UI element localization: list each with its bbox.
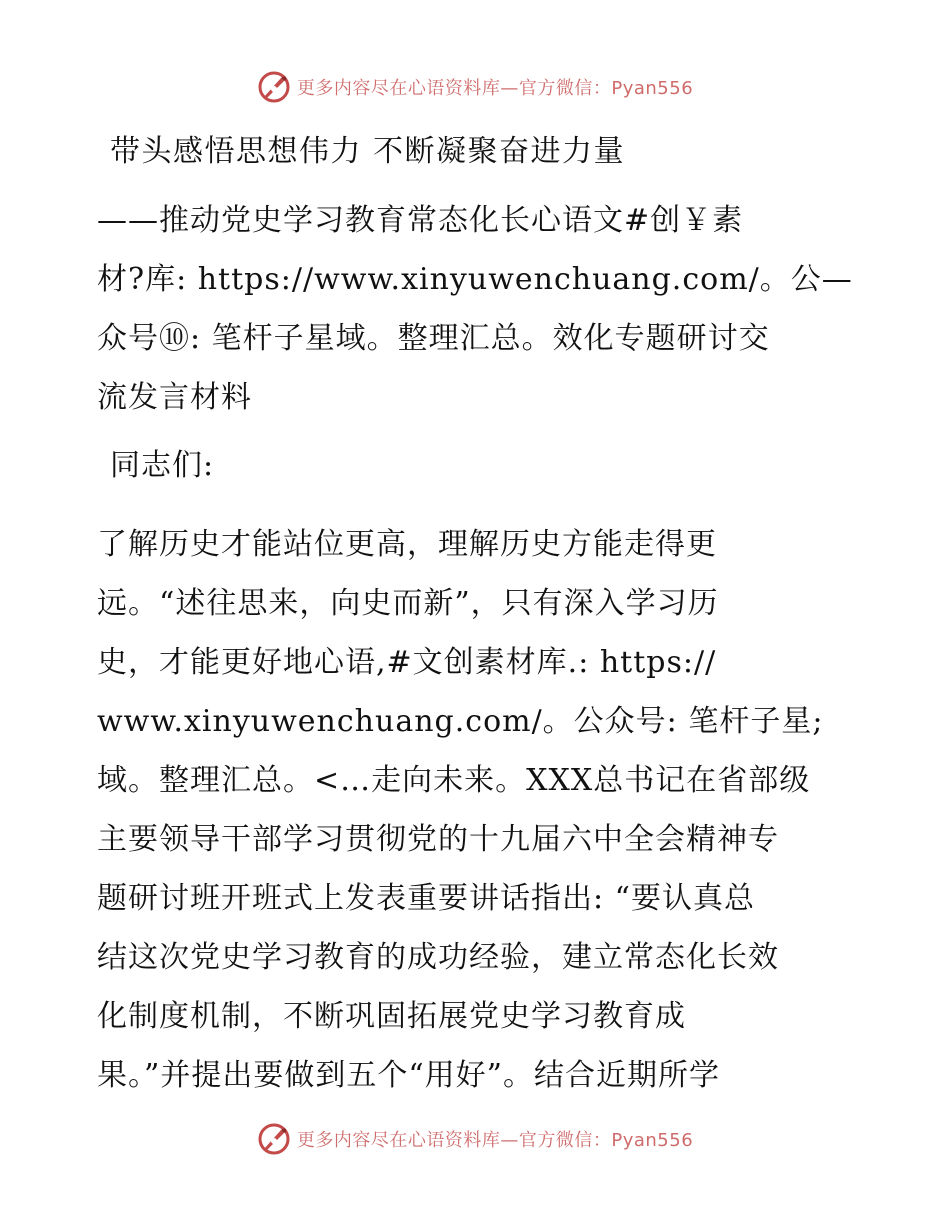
paragraph-line: 化制度机制，不断巩固拓展党史学习教育成 [97, 999, 686, 1034]
header-banner [0, 70, 950, 104]
subtitle-line: 流发言材料 [97, 380, 252, 415]
paragraph-line: www.xinyuwenchuang.com/。公众号: 笔杆子星; [97, 704, 824, 739]
footer-banner-content [257, 1122, 693, 1156]
header-banner-text: 更多内容尽在心语资料库—官方微信：Pyan556 [296, 78, 694, 99]
subtitle-line: 众号⑩: 笔杆子星域。整理汇总。效化专题研讨交 [97, 321, 770, 356]
paragraph-line: 史，才能更好地心语,#文创素材库.: https:// [97, 645, 717, 680]
subtitle-line: ——推动党史学习教育常态化长心语文#创￥素 [97, 203, 744, 238]
paragraph-line: 果。”并提出要做到五个“用好”。结合近期所学 [97, 1058, 721, 1093]
header-banner-content [257, 70, 693, 104]
paragraph-line: 题研讨班开班式上发表重要讲话指出: “要认真总 [97, 881, 755, 916]
footer-banner [0, 1122, 950, 1156]
paragraph-line: 了解历史才能站位更高，理解历史方能走得更 [97, 527, 717, 562]
paragraph-line: 远。“述往思来，向史而新”，只有深入学习历 [97, 586, 719, 621]
footer-banner-text: 更多内容尽在心语资料库—官方微信：Pyan556 [296, 1130, 694, 1151]
body-paragraph [97, 515, 867, 1105]
paragraph-line: 主要领导干部学习贯彻党的十九届六中全会精神专 [97, 822, 779, 857]
page-title: 带头感悟思想伟力 不断凝聚奋进力量 [110, 134, 626, 169]
quill-pen-logo-icon [257, 70, 291, 104]
greeting: 同志们: [110, 448, 215, 483]
subtitle-line: 材?库: https://www.xinyuwenchuang.com/。公— [97, 262, 853, 297]
subtitle [97, 191, 867, 427]
paragraph-line: 结这次党史学习教育的成功经验，建立常态化长效 [97, 940, 779, 975]
paragraph-line: 域。整理汇总。<…走向未来。XXX总书记在省部级 [97, 763, 811, 798]
quill-pen-logo-icon [257, 1122, 291, 1156]
